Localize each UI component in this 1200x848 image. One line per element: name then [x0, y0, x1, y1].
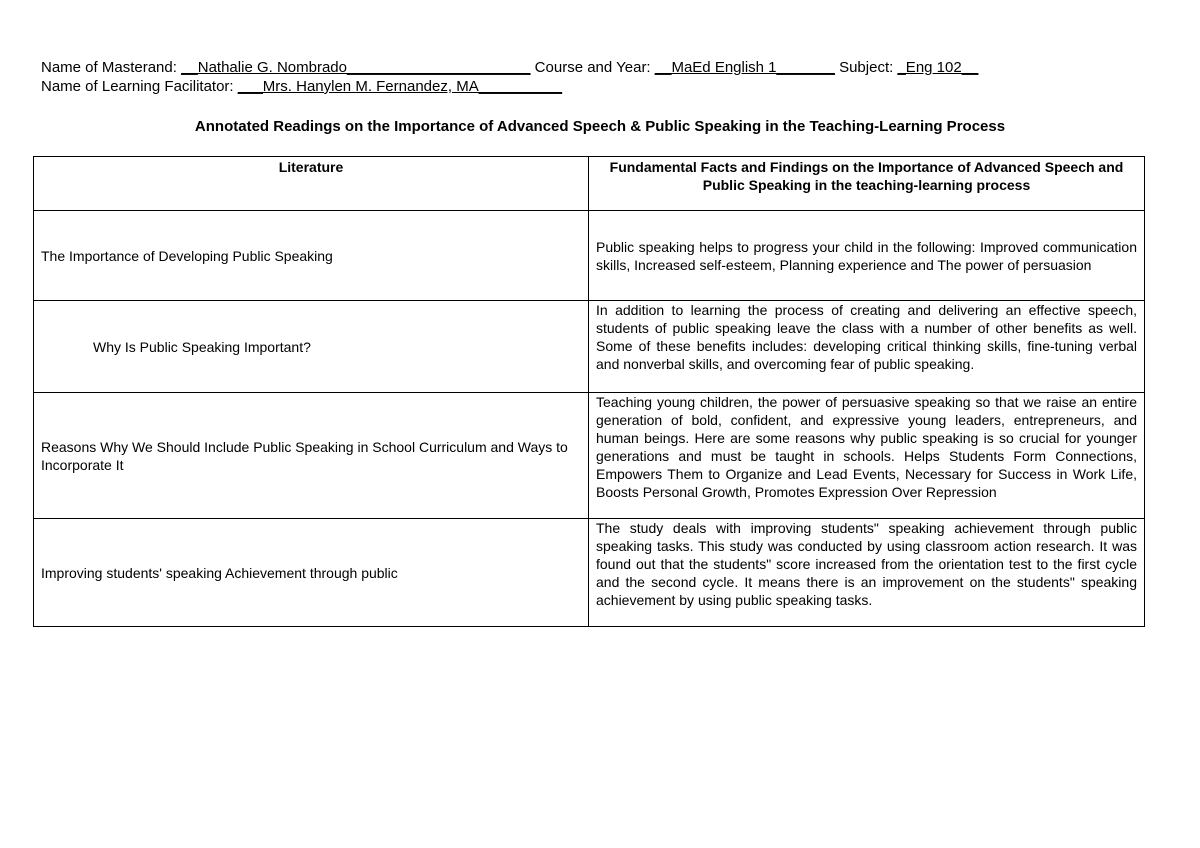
- document-header: [41, 58, 978, 96]
- course-value: __MaEd English 1_______: [654, 59, 835, 76]
- course-label: Course and Year:: [530, 59, 655, 76]
- table-row: [34, 211, 1145, 301]
- literature-cell: Why Is Public Speaking Important?: [34, 301, 589, 393]
- findings-cell: The study deals with improving students" speaking achievement through public speaking tasks. This study was conducted by using classroom action research. It was found out that the students" score increased from the orientation test to the first cycle and the second cycle. It means there is an improvement on the students" speaking achievement by using public speaking tasks.: [589, 519, 1145, 627]
- document-title: Annotated Readings on the Importance of Advanced Speech & Public Speaking in the Teaching-Learning Process: [194, 118, 1006, 135]
- masterand-value: __Nathalie G. Nombrado______________________: [181, 59, 531, 76]
- annotated-readings-table: [33, 156, 1145, 627]
- table-row: [34, 393, 1145, 519]
- header-line-1: [41, 58, 978, 77]
- subject-value: _Eng 102__: [897, 59, 979, 76]
- table-row: [34, 301, 1145, 393]
- literature-cell: Reasons Why We Should Include Public Speaking in School Curriculum and Ways to Incorporate It: [34, 393, 589, 519]
- literature-cell: The Importance of Developing Public Speaking: [34, 211, 589, 301]
- table-header-row: [34, 157, 1145, 211]
- column-header-findings: Fundamental Facts and Findings on the Importance of Advanced Speech and Public Speaking in the teaching-learning process: [589, 157, 1145, 211]
- findings-cell: Teaching young children, the power of persuasive speaking so that we raise an entire generation of bold, confident, and expressive young leaders, entrepreneurs, and human beings. Here are some reasons why public speaking is so crucial for younger generations and must be taught in schools. Helps Students Form Connections, Empowers Them to Organize and Lead Events, Necessary for Success in Work Life, Boosts Personal Growth, Promotes Expression Over Repression: [589, 393, 1145, 519]
- subject-label: Subject:: [834, 59, 898, 76]
- table-row: [34, 519, 1145, 627]
- findings-cell: Public speaking helps to progress your child in the following: Improved communication skills, Increased self-esteem, Planning experience and The power of persuasion: [589, 211, 1145, 301]
- facilitator-value: ___Mrs. Hanylen M. Fernandez, MA__________: [237, 78, 563, 95]
- header-line-2: [41, 77, 978, 96]
- masterand-label: Name of Masterand:: [41, 59, 182, 76]
- findings-cell: In addition to learning the process of creating and delivering an effective speech, students of public speaking leave the class with a number of other benefits as well. Some of these benefits includes: developing critical thinking skills, fine-tuning verbal and nonverbal skills, and overcoming fear of public speaking.: [589, 301, 1145, 393]
- facilitator-label: Name of Learning Facilitator:: [41, 78, 238, 95]
- column-header-literature: Literature: [34, 157, 589, 211]
- literature-cell: Improving students' speaking Achievement through public: [34, 519, 589, 627]
